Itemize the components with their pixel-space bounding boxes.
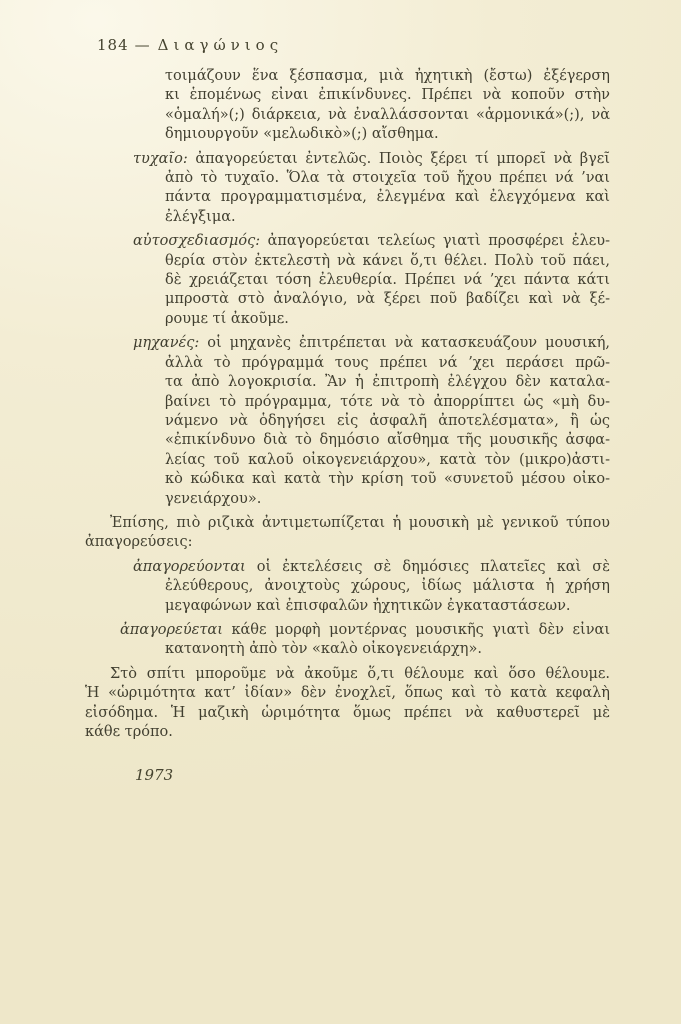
text-line: γενειάρχου».: [165, 490, 262, 507]
text-line: κι ἑπομένως εἶναι ἐπικίνδυνες. Πρέπει νὰ κοποῦν στὴν: [165, 87, 610, 104]
text-line: ἀλλὰ τὸ πρόγραμμά τους πρέπει νά ’χει περάσει πρῶ-: [165, 354, 610, 371]
text-line: «ὁμαλή»(;) διάρκεια, νὰ ἐναλλάσσονται «ἁρμονικά»(;), νὰ: [165, 106, 610, 123]
text-line: εἰσόδημα. Ἡ μαζικὴ ὡριμότητα ὅμως πρέπει νὰ καθυστερεῖ μὲ: [85, 704, 610, 721]
text-line: τοιμάζουν ἕνα ξέσπασμα, μιὰ ἠχητικὴ (ἔστω) ἐξέγερση: [165, 68, 610, 84]
text-line: μηχανές: οἱ μηχανὲς ἐπιτρέπεται νὰ κατασκευάζουν μουσική,: [133, 335, 610, 352]
text-line: νάμενο νὰ ὁδηγήσει εἰς ἀσφαλῆ ἀποτελέσματα», ἢ ὡς: [165, 412, 610, 429]
paragraph: [133, 558, 610, 616]
text-line: ἀπαγορεύονται οἱ ἐκτελέσεις σὲ δημόσιες πλατεῖες καὶ σὲ: [133, 558, 610, 575]
term-lead: αὐτοσχεδιασμός:: [133, 233, 261, 250]
paragraph: [133, 232, 610, 329]
journal-title: Διαγώνιος: [157, 36, 284, 54]
text-line: Στὸ σπίτι μποροῦμε νὰ ἀκοῦμε ὅ,τι θέλουμε καὶ ὅσο θέλουμε.: [110, 665, 610, 682]
text-line: αὐτοσχεδιασμός: ἀπαγορεύεται τελείως γιατὶ προσφέρει ἐλευ-: [133, 233, 610, 250]
text-line: δὲ χρειάζεται τόση ἐλευθερία. Πρέπει νά ’χει πάντα κάτι: [165, 272, 610, 289]
text-line: Ἐπίσης, πιὸ ριζικὰ ἀντιμετωπίζεται ἡ μουσικὴ μὲ γενικοῦ τύπου: [110, 514, 610, 531]
text-block: [85, 67, 610, 742]
text-line: ἀπαγορεύεται κάθε μορφὴ μοντέρνας μουσικῆς γιατὶ δὲν εἶναι: [120, 621, 610, 638]
page-header: [97, 36, 610, 55]
header-dash: —: [134, 36, 150, 54]
text-line: βαίνει τὸ πρόγραμμα, τότε νὰ τὸ ἀπορρίπτει ὡς «μὴ δυ-: [165, 393, 610, 410]
text-line: μπροστὰ στὸ ἀναλόγιο, νὰ ξέρει ποῦ βαδίζει καὶ νὰ ξέ-: [165, 291, 610, 308]
paragraph: [120, 621, 610, 660]
text-line: τα ἀπὸ λογοκρισία. Ἂν ἡ ἐπιτροπὴ ἐλέγχου δὲν καταλα-: [165, 374, 610, 391]
paragraph: [85, 665, 610, 743]
text-line: ἀπαγορεύσεις:: [85, 534, 193, 551]
text-line: κάθε τρόπο.: [85, 724, 173, 740]
text-line: λείας τοῦ καλοῦ οἰκογενειάρχου», κατὰ τὸν (μικρο)ἀστι-: [165, 451, 610, 468]
text-line: κατανοητὴ ἀπὸ τὸν «καλὸ οἰκογενειάρχη».: [165, 641, 482, 658]
text-line: μεγαφώνων καὶ ἐπισφαλῶν ἠχητικῶν ἐγκαταστάσεων.: [165, 597, 571, 614]
text-line: ἐλέγξιμα.: [165, 208, 236, 225]
text-line: ρουμε τί ἀκοῦμε.: [165, 310, 289, 327]
text-line: Ἡ «ὡριμότητα κατ’ ἰδίαν» δὲν ἐνοχλεῖ, ὅπως καὶ τὸ κατὰ κεφαλὴ: [85, 685, 610, 702]
term-lead: ἀπαγορεύεται: [120, 621, 223, 638]
term-lead: μηχανές:: [133, 335, 200, 352]
paragraph: [133, 334, 610, 509]
text-line: θερία στὸν ἐκτελεστὴ νὰ κάνει ὅ,τι θέλει. Πολὺ τοῦ πάει,: [165, 252, 610, 269]
publication-year: 1973: [135, 766, 174, 785]
text-line: «ἐπικίνδυνο διὰ τὸ δημόσιο αἴσθημα τῆς μουσικῆς ἀσφα-: [165, 432, 610, 449]
text-line: πάντα προγραμματισμένα, ἐλεγμένα καὶ ἐλεγχόμενα καὶ: [165, 189, 610, 206]
text-line: ἐλεύθερους, ἀνοιχτοὺς χώρους, ἰδίως μάλιστα ἡ χρήση: [165, 578, 610, 595]
paragraph: [85, 514, 610, 553]
paragraph: [133, 150, 610, 228]
text-line: κὸ κώδικα καὶ κατὰ τὴν κρίση τοῦ «συνετοῦ μέσου οἰκο-: [165, 471, 610, 488]
term-lead: τυχαῖο:: [133, 150, 188, 167]
text-line: δημιουργοῦν «μελωδικὸ»(;) αἴσθημα.: [165, 126, 439, 143]
term-lead: ἀπαγορεύονται: [133, 558, 246, 575]
paragraph: [165, 67, 610, 145]
text-line: ἀπὸ τὸ τυχαῖο. Ὅλα τὰ στοιχεῖα τοῦ ἤχου πρέπει νά ’ναι: [165, 170, 610, 187]
text-line: τυχαῖο: ἀπαγορεύεται ἐντελῶς. Ποιὸς ξέρει τί μπορεῖ νὰ βγεῖ: [133, 150, 610, 167]
page-number: 184: [97, 36, 129, 54]
